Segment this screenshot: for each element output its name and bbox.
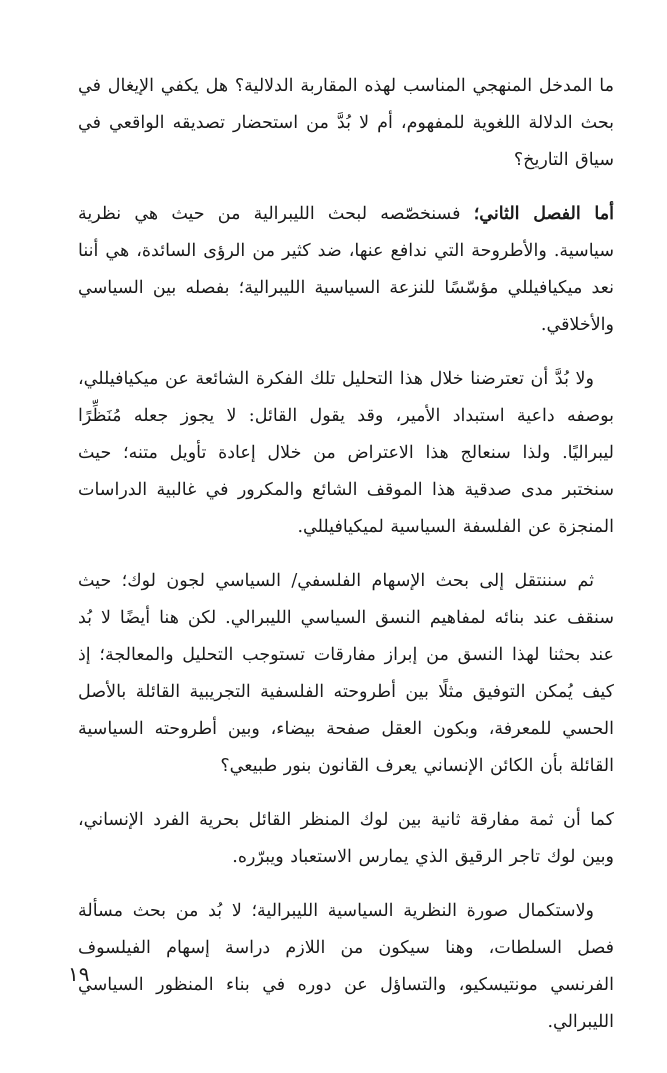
paragraph-3 (78, 361, 614, 546)
body-text (78, 68, 614, 1058)
paragraph-2 (78, 196, 614, 344)
paragraph-3-text: ولا بُدَّ أن تعترضنا خلال هذا التحليل تلك الفكرة الشائعة عن ميكيافيللي، بوصفه داعية استبداد الأمير، وقد يقول القائل: لا يجوز جعله مُنَظِّرًا ليبراليًا. ولذا سنعالج هذا الاعتراض من خلال إعادة تأويل متنه؛ حيث سنختبر مدى صدقية هذا الموقف الشائع والمكرور في غالبية الدراسات المنجزة عن الفلسفة السياسية لميكيافيللي. (78, 369, 614, 537)
paragraph-4 (78, 563, 614, 785)
paragraph-6-text: ولاستكمال صورة النظرية السياسية الليبرالية؛ لا بُد من بحث مسألة فصل السلطات، وهنا سيكون من اللازم دراسة إسهام الفيلسوف الفرنسي مونتيسكيو، والتساؤل عن دوره في بناء المنظور السياسي الليبرالي. (78, 901, 614, 1032)
paragraph-6 (78, 893, 614, 1041)
paragraph-2-lead: أما الفصل الثاني؛ (473, 204, 614, 224)
page-number: ١٩ (68, 962, 90, 986)
paragraph-5-text: كما أن ثمة مفارقة ثانية بين لوك المنظر القائل بحرية الفرد الإنساني، وبين لوك تاجر الرقيق الذي يمارس الاستعباد ويبرّره. (78, 810, 614, 867)
paragraph-1-text: ما المدخل المنهجي المناسب لهذه المقاربة الدلالية؟ هل يكفي الإيغال في بحث الدلالة اللغوية للمفهوم، أم لا بُدَّ من استحضار تصديقه الواقعي في سياق التاريخ؟ (78, 76, 614, 170)
paragraph-2-text: فسنخصّصه لبحث الليبرالية من حيث هي نظرية سياسية. والأطروحة التي ندافع عنها، ضد كثير من الرؤى السائدة، هي أننا نعد ميكيافيللي مؤسّسًا للنزعة السياسية الليبرالية؛ بفصله بين السياسي والأخلاقي. (78, 204, 614, 335)
paragraph-1 (78, 68, 614, 179)
paragraph-5 (78, 802, 614, 876)
paragraph-4-text: ثم سننتقل إلى بحث الإسهام الفلسفي/ السياسي لجون لوك؛ حيث سنقف عند بنائه لمفاهيم النسق السياسي الليبرالي. لكن هنا أيضًا لا بُد عند بحثنا لهذا النسق من إبراز مفارقات تستوجب التحليل والمعالجة؛ إذ كيف يُمكن التوفيق مثلًا بين أطروحته الفلسفية التجريبية القائلة بالأصل الحسي للمعرفة، وبكون العقل صفحة بيضاء، وبين أطروحته السياسية القائلة بأن الكائن الإنساني يعرف القانون بنور طبيعي؟ (78, 571, 614, 776)
